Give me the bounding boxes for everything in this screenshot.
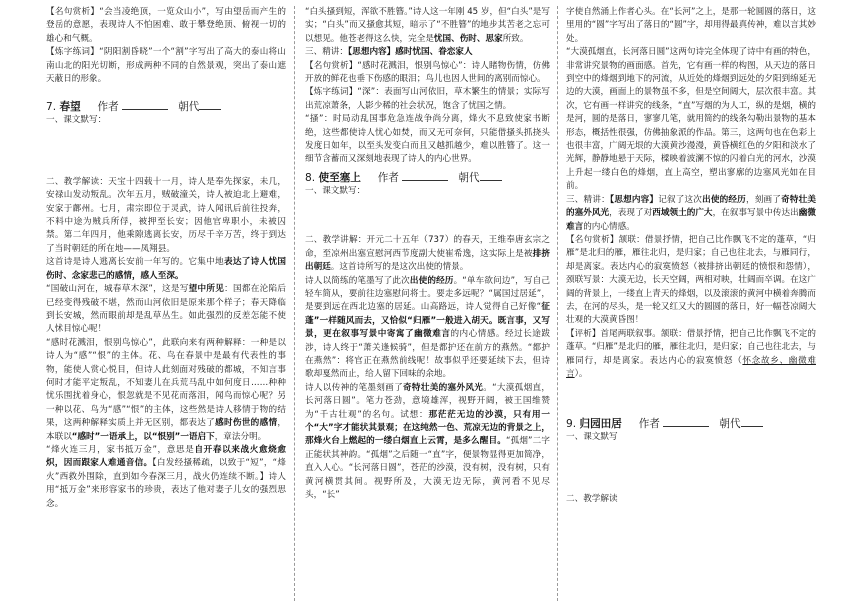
teaching-notes-heading: 二、教学解读 bbox=[566, 493, 618, 504]
line3-analysis bbox=[46, 444, 286, 511]
key-points-text-e: ，刻画了 bbox=[745, 194, 782, 205]
column-divider-1 bbox=[294, 6, 295, 601]
era-blank[interactable] bbox=[480, 171, 502, 181]
commentary-text-a: 【评析】首尾两联叙事。颔联：借景抒情，把自己比作飘飞不定的蓬草。“归雁”是北归的雁，雁往北归，是归家；自己也往北去，与雁同行，却是离家。表达内心的寂寞愤怒（ bbox=[566, 328, 816, 366]
line2-highlight-1: 感时伤世的感情 bbox=[215, 418, 278, 429]
section-7-title: 春望 bbox=[59, 101, 81, 114]
river-analysis: 字使自然涌上作者心头。在“长河”之上，是那一轮圆圆的落日，这里用的“圆”字写出了落日的“圆”字，却用得最真传神，难以言其妙处。 bbox=[566, 7, 816, 44]
author-blank[interactable] bbox=[663, 417, 709, 427]
line3-text-a: “烽火连三月，家书抵万金”，意思是 bbox=[46, 444, 195, 455]
white-hair-highlight: 忧国、伤时、思家 bbox=[433, 33, 503, 44]
word-practice-note: 【炼字练词】“深”：表面写山河依旧，草木繁生的情景；实际写出荒凉萧条，人影少稀的社会状况，饱含了忧国之情。 bbox=[305, 87, 550, 111]
scenery-highlight-1: 奇特壮美的塞外风光 bbox=[403, 382, 484, 393]
journey-analysis bbox=[305, 275, 550, 382]
line1-text-a: “国破山河在，城春草木深”，这是写 bbox=[46, 284, 189, 295]
recitation-task: 一、课文默写 bbox=[566, 432, 618, 443]
key-points-heading bbox=[305, 46, 550, 59]
commentary-note bbox=[566, 328, 816, 382]
white-hair-tail: 所致。 bbox=[502, 33, 529, 44]
white-hair-text: “白头搔到短，浑欲不胜簪。”诗人这一年刚 45 岁，但“白头”是写实；“白头”而又搔愈其短，暗示了“不胜簪”的地步其苦老之忘可以想见。他苍老得这么快，完全是 bbox=[305, 7, 550, 44]
column-2 bbox=[305, 6, 550, 603]
key-points-highlight-3: 西域领土的广大 bbox=[652, 208, 713, 219]
journey-highlight-1: 出使的经历 bbox=[409, 275, 454, 286]
scenery-highlight-2: 那茫茫无边的沙漠，只有用一个“大”字才能状其景观；在这纯然一色、荒凉无边的背景之上，那烽火台上燃起的一缕白烟直上云霄，是多么醒目。 bbox=[305, 409, 550, 447]
line3-text-c: 【白发经搔稀疏，以致于“短”，“烽火”西救外围除，直到如今春深三月，战火仍连续不断。】诗人用“抵万金”来形容家书的珍贵，表达了他对妻子儿女的强烈思念。 bbox=[46, 458, 286, 509]
commentary-underlined: 怀念故乡、幽微难言 bbox=[566, 355, 816, 379]
famous-line-note: 【名句赏析】“会当凌绝顶，一览众山小”，写由望岳而产生的登岳的意愿，表现诗人不怕困难、敢于攀登绝顶、俯视一切的雄心和气概。 bbox=[46, 7, 286, 44]
journey-text-c: 。“单车欲问边”，写自己轻车简从，要前往边塞慰问将士。要走多远呢？“属国过居延”，是要到远在西北边塞的居延。山高路远，诗人觉得自己好像“ bbox=[305, 275, 550, 313]
journey-text-g: ”一般进入胡天。既言事，又写景，更在叙事写景中寄寓了 bbox=[305, 315, 550, 340]
key-points-theme: 【思想内容】 bbox=[609, 194, 659, 205]
author-blank[interactable] bbox=[122, 100, 168, 110]
line2-text: “感时花溅泪，恨别鸟惊心”，此联向来有两种解释：一种是以诗人为“感”“恨”的主体。花、鸟在春景中是最有代表性的事物，能使人赏心悦目，但诗人此刻面对残破的都城，不知言事何时才能平定叛乱，不知妻儿在兵荒马乱中如何度日……种种忧乐围扰着身心，恨忽就是不见花而落泪，闻鸟而惊心呢？另一种以花、鸟为“感”“恨”的主体，这些然是诗人移情于物的结果，这两种解释实质上并无区别，都表达了 bbox=[46, 337, 286, 429]
author-blank[interactable] bbox=[402, 171, 448, 181]
key-points-text-g: ，表现了对 bbox=[609, 208, 653, 219]
key-points-paragraph bbox=[566, 194, 816, 234]
line1-text-c: ：国都在沦陷后已经变得残破不堪，然而山河依旧是原来那个样子；春天降临到长安城，然而眼前却是乱草丛生。如此强烈的反差怎能不使人怵目惊心呢！ bbox=[46, 284, 286, 335]
teaching-highlight: 排挤出朝廷 bbox=[305, 248, 550, 273]
author-label: 作者 bbox=[638, 418, 660, 431]
journey-highlight-2: 征蓬 bbox=[305, 302, 550, 326]
theme-text: 这首诗是诗人逃离长安前一年写的。它集中地 bbox=[46, 257, 224, 268]
line2-text-e: ，章法分明。 bbox=[214, 431, 267, 442]
scratch-analysis: “搔”：时局动乱国事危急连战争尚分离，烽火不息致使家书断绝，这些都使诗人忧心如焚，而又无可奈何，只能借搔头抓挠头发度日如年，以至头发变白而且又越抓越少，难以胜簪了。这一细节含蓄而又深刻地表现了诗人的内心世界。 bbox=[305, 114, 550, 165]
era-blank[interactable] bbox=[199, 100, 221, 110]
recitation-task: 一、课文默写： bbox=[46, 115, 107, 126]
teaching-notes bbox=[305, 234, 550, 274]
line1-highlight: 望中所见 bbox=[188, 284, 225, 295]
column-1 bbox=[46, 6, 286, 603]
section-9-heading bbox=[566, 417, 816, 431]
line2-analysis bbox=[46, 337, 286, 444]
key-points-label: 三、精讲： bbox=[566, 194, 610, 205]
theme-paragraph bbox=[46, 256, 286, 283]
journey-text-i: 的内心情感。经过长途跋涉，诗人终于“萧关逢候骑”，但是都护还在前方的燕然。“都护在燕然”：将官正在燕然前线呢！故事似乎还要延续下去，但诗歌却戛然而止，给人留下回味的余地。 bbox=[305, 329, 550, 380]
teaching-text-a: 二、教学讲解：开元二十五年（737）的春天，王维奉唐玄宗之命，至凉州出塞宣慰河西节度副大使崔希逸，这实际上是被 bbox=[305, 235, 550, 259]
era-label: 朝代 bbox=[458, 171, 480, 184]
line2-highlight-2: “感时”一语承上，以“恨别”一语启下 bbox=[71, 431, 215, 442]
era-blank[interactable] bbox=[741, 417, 763, 427]
teaching-notes: 二、教学解读：天宝十四载十一月，诗人是奉先探家，未几，安禄山发动叛乱。次年五月，贼破潼关，诗人被迫北上避难，安家于鄜州。七月，肃宗即位于灵武，诗人闻讯后前往投奔，不料中途为贼兵所俘，被押至长安；因他官卑职小，未被囚禁。第二年四月，他乘隙逃离长安，历尽千辛万苦，终于到达了当时朝廷的所在地——凤翔县。 bbox=[46, 176, 286, 254]
section-9-title: 归园田居 bbox=[579, 418, 622, 431]
author-label: 作者 bbox=[377, 171, 399, 184]
column-3 bbox=[566, 6, 816, 603]
scenery-text-a: 诗人以传神的笔墨刻画了 bbox=[305, 382, 403, 393]
key-points-text-k: 的内心情感。 bbox=[583, 221, 635, 232]
key-points-highlight-1: 出使的经历 bbox=[702, 194, 746, 205]
key-points-text-i: ，在叙事写景中传达出 bbox=[712, 208, 799, 219]
section-9-number: 9. bbox=[566, 418, 577, 431]
era-label: 朝代 bbox=[719, 418, 741, 431]
line3-highlight: 自开春以来战火愈烧愈炽，因而跟家人难通音信。 bbox=[46, 444, 286, 469]
commentary-text-c: ）。 bbox=[574, 368, 588, 379]
scenery-text-e: “孤烟”二字正能状其神韵。“孤烟”之后随一“直”字，便景物显得更加简净，直入人心。“长河落日圆”，苍茫的沙漠，没有树，没有树，只有黄河横贯其间。视野所及，大漠无边无际，黄河看不见尽头，“长” bbox=[305, 436, 550, 500]
white-hair-analysis bbox=[305, 6, 550, 46]
key-points-text-c: 记叙了这次 bbox=[658, 194, 703, 205]
section-8-number: 8. bbox=[305, 171, 316, 184]
line2-text-c: ，本联以 bbox=[46, 418, 286, 442]
scenery-analysis bbox=[305, 382, 550, 503]
recitation-task: 一、课文默写： bbox=[305, 185, 366, 196]
journey-text-e: ”一样随风而去，又恰似“ bbox=[313, 315, 413, 326]
era-label: 朝代 bbox=[178, 101, 200, 114]
section-7-heading bbox=[46, 100, 286, 114]
famous-line-note: 【名句赏析】“感时花溅泪，恨别鸟惊心”：诗人睹物伤情，仿佛开放的鲜花也垂下伤感的眼泪；鸟儿也因人世间的离别而惊心。 bbox=[305, 60, 550, 85]
key-points-highlight-2: 奇特壮美的塞外风光 bbox=[566, 194, 816, 219]
key-points-highlight-4: 幽微难言 bbox=[566, 208, 816, 232]
journey-highlight-4: 幽微难言 bbox=[414, 329, 451, 340]
key-points-label: 三、精讲： bbox=[305, 47, 348, 58]
column-divider-2 bbox=[557, 6, 558, 601]
theme-highlight: 表达了诗人忧国伤时、念家悲己的感情，感人至深。 bbox=[46, 257, 286, 281]
painting-analysis: “大漠孤烟直，长河落日圆”这两句诗完全体现了诗中有画的特色，非常讲究景物的画面感。首先，它有画一样的构图，从天边的落日到空中的烽烟到地下的河流，从近处的烽烟到远处的夕阳到绵延无边的大漠，画面上的景物虽不多，但是空间阔大，层次很丰富。其次，它有画一样讲究的线条，“直”写烟的为人工，纵的是烟，横的是河，圆的是落日，寥寥几笔，就用简约的线条勾勒出景物的基本形态，概括性很强，仿佛抽象派的作品。第三，这两句也在色彩上也很丰富，广阔无垠的大漠黄沙漫漫，黄昏横红色的夕阳和淡水了光辉，静静地悬于天际，樑映着波澜不惊的闪着白光的河水，沙漠上升起一缕白色的烽烟，直上高空，塑出寥廓的边塞风光如在目前。 bbox=[566, 47, 816, 192]
author-label: 作者 bbox=[97, 101, 119, 114]
famous-line-note: 【名句赏析】颔联：借景抒情，把自己比作飘飞不定的蓬草，“归雁”是北归的雁，雁往北归，是归家；自己也往北去，与雁同行，却是离家。表达内心的寂寞愤怒（被排挤出朝廷的愤恨和怨情），颈联写景：大漠无边，长天空阔，两相对映，壮阔而卒调。在这广阔的背景上，一缕直上青天的烽烟，以及滚滚的黄河中横着奔腾而去，在河的尽头，是一轮又红又大的圆圆的落日，好一幅苍凉阔大壮观的大漠黄昏图！ bbox=[566, 234, 816, 326]
section-8-heading bbox=[305, 171, 550, 185]
journey-highlight-3: 归雁 bbox=[412, 315, 431, 326]
section-7-number: 7. bbox=[46, 101, 57, 114]
teaching-text-c: 。这首诗所写的是这次出使的情景。 bbox=[330, 262, 469, 273]
scenery-text-c: 。“大漠孤烟直，长河落日圆”。笔力苍劲，意境雄浑，视野开阔，被王国维赞为“千古壮观”的名句。试想： bbox=[305, 382, 550, 420]
line1-analysis bbox=[46, 283, 286, 337]
journey-text-a: 诗人以简练的笔墨写了此次 bbox=[305, 275, 410, 286]
section-8-title: 使至塞上 bbox=[318, 171, 361, 184]
word-practice-note: 【炼字练词】“阴阳割昏晓”一个“割”字写出了高大的泰山将山南山北的阳光切断，形成两种不同的自然景观，突出了泰山遮天蔽日的形象。 bbox=[46, 47, 286, 85]
key-points-theme: 【思想内容】感时忧国、眷恋家人 bbox=[347, 47, 473, 58]
